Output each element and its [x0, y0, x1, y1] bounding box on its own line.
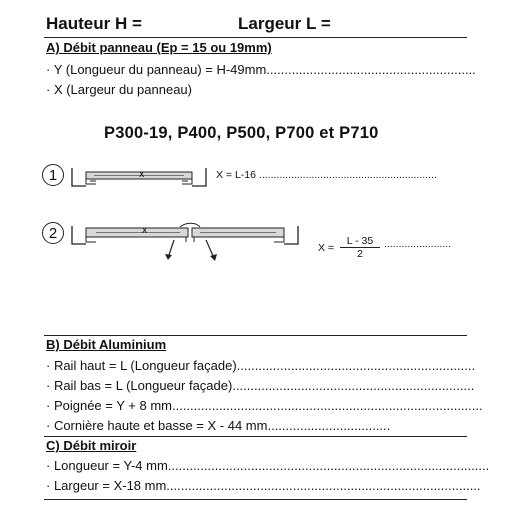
section-b-rule — [44, 335, 467, 336]
diagram-2-numerator: L - 35 — [340, 236, 380, 248]
diagram-2-number: 2 — [42, 222, 64, 244]
diagram-1-panel-x: x — [139, 168, 145, 180]
diagram-1-number: 1 — [42, 164, 64, 186]
section-c-title: C) Débit miroir — [46, 438, 137, 453]
section-c-line-2: · Largeur = X-18 mm....................................................................................... — [46, 478, 481, 493]
footer-rule — [44, 499, 467, 500]
diagram-2-denominator: 2 — [357, 248, 363, 260]
section-c-rule — [44, 436, 467, 437]
diagram-1-formula: X = L-16 ............................................................. — [216, 169, 437, 181]
diagram-2-formula-prefix: X = — [318, 242, 335, 254]
section-c-line-1: · Longueur = Y-4 mm......................................................................................... — [46, 458, 490, 473]
section-b-line-3: · Poignée = Y + 8 mm...................................................................................... — [46, 398, 483, 413]
width-label: Largeur L = — [238, 14, 331, 33]
height-label: Hauteur H = — [46, 14, 142, 33]
diagram-2-drawing — [66, 218, 306, 268]
section-a-title: A) Débit panneau (Ep = 15 ou 19mm) — [46, 40, 272, 55]
header-rule — [44, 37, 467, 38]
section-b-title: B) Débit Aluminium — [46, 337, 167, 352]
section-b-line-4: · Cornière haute et basse = X - 44 mm.................................. — [46, 418, 391, 433]
section-b-line-2: · Rail bas = L (Longueur façade)................................................................... — [46, 378, 475, 393]
models-heading: P300-19, P400, P500, P700 et P710 — [104, 124, 379, 142]
section-b-line-1: · Rail haut = L (Longueur façade).................................................................. — [46, 358, 476, 373]
section-a-line-1: · Y (Longueur du panneau) = H-49mm.......................................................... — [46, 62, 476, 77]
diagram-2-panel-x: x — [142, 224, 148, 236]
section-a-line-2: · X (Largeur du panneau) — [46, 82, 192, 97]
diagram-2-answer-dots: ....................... — [384, 238, 452, 250]
